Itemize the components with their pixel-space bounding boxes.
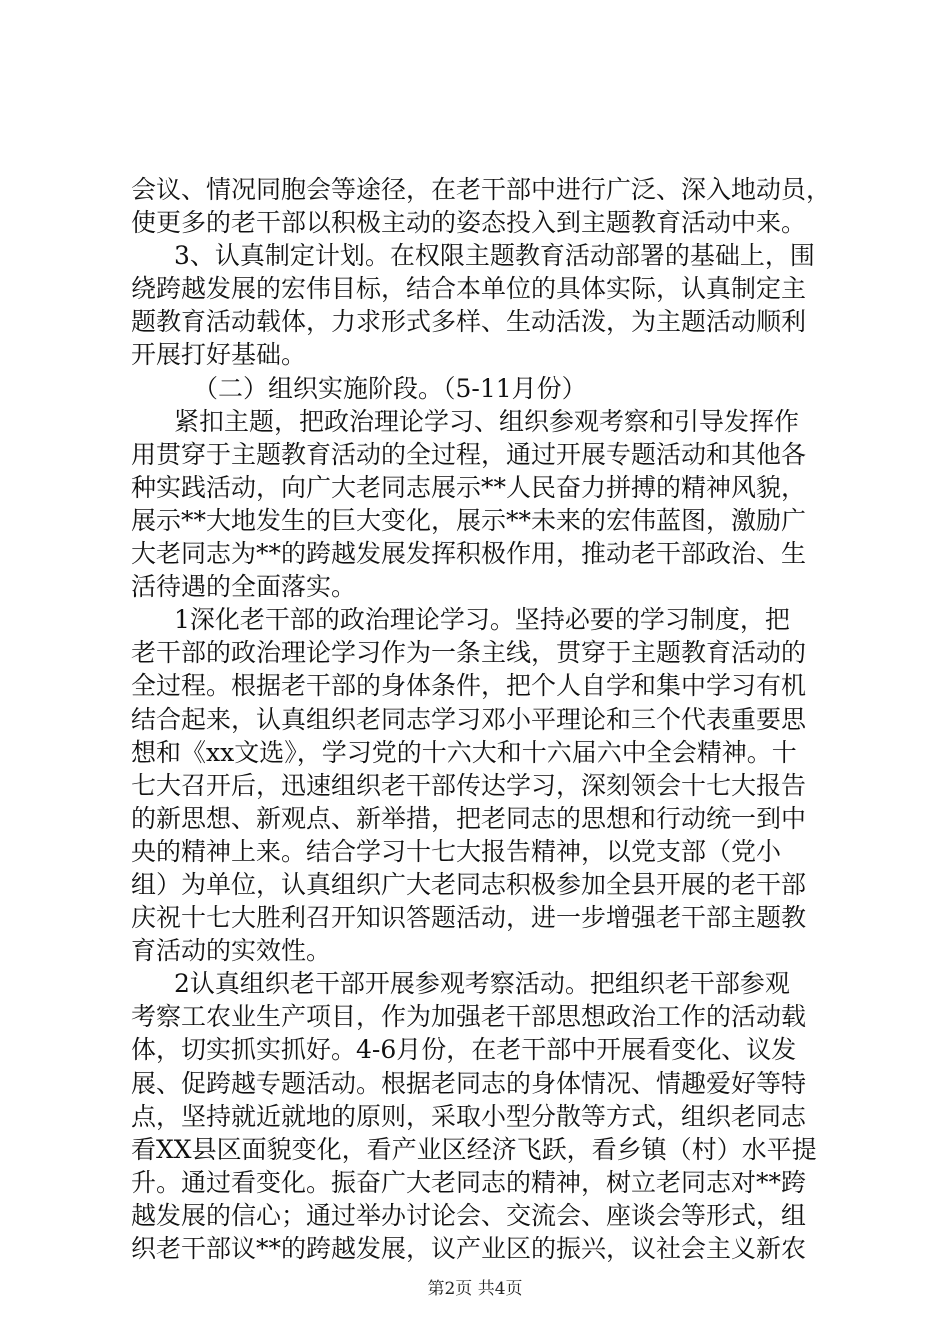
text-line: 越发展的信心；通过举办讨论会、交流会、座谈会等形式，组 — [131, 1200, 807, 1230]
text-line: 开展打好基础。 — [131, 340, 307, 370]
text-line: 的新思想、新观点、新举措，把老同志的思想和行动统一到中 — [131, 803, 807, 833]
text-line: 想和《xx文选》，学习党的十六大和十六届六中全会精神。十 — [131, 737, 797, 767]
text-line: 央的精神上来。结合学习十七大报告精神，以党支部（党小 — [131, 836, 782, 866]
text-line: 2认真组织老干部开展参观考察活动。把组织老干部参观 — [174, 969, 790, 999]
text-line: 结合起来，认真组织老同志学习邓小平理论和三个代表重要思 — [131, 704, 807, 734]
page-number-footer: 第2页 共4页 — [427, 1279, 523, 1299]
document-body — [131, 173, 831, 1265]
text-line: 题教育活动载体，力求形式多样、生动活泼，为主题活动顺利 — [131, 307, 807, 337]
text-line: 紧扣主题，把政治理论学习、组织参观考察和引导发挥作 — [174, 406, 800, 436]
text-line: 庆祝十七大胜利召开知识答题活动，进一步增强老干部主题教 — [131, 903, 807, 933]
text-line: 3、认真制定计划。在权限主题教育活动部署的基础上，围 — [174, 241, 815, 271]
text-line: 育活动的实效性。 — [131, 936, 332, 966]
section-heading: （二）组织实施阶段。（5-11月份） — [193, 373, 587, 403]
text-line: 会议、情况同胞会等途径，在老干部中进行广泛、深入地动员， — [131, 175, 831, 204]
text-line: 展、促跨越专题活动。根据老同志的身体情况、情趣爱好等特 — [131, 1068, 807, 1098]
text-line: 老干部的政治理论学习作为一条主线，贯穿于主题教育活动的 — [131, 638, 807, 668]
text-line: 种实践活动，向广大老同志展示**人民奋力拼搏的精神风貌， — [131, 472, 807, 502]
text-line: 考察工农业生产项目，作为加强老干部思想政治工作的活动载 — [131, 1002, 807, 1032]
text-line: 体，切实抓实抓好。4-6月份，在老干部中开展看变化、议发 — [131, 1035, 797, 1065]
text-line: 组）为单位，认真组织广大老同志积极参加全县开展的老干部 — [131, 869, 807, 899]
text-line: 全过程。根据老干部的身体条件，把个人自学和集中学习有机 — [131, 671, 807, 701]
text-line: 绕跨越发展的宏伟目标，结合本单位的具体实际，认真制定主 — [131, 274, 807, 304]
text-line: 使更多的老干部以积极主动的姿态投入到主题教育活动中来。 — [131, 208, 807, 238]
text-line: 看XX县区面貌变化，看产业区经济飞跃，看乡镇（村）水平提 — [131, 1134, 817, 1164]
text-line: 点，坚持就近就地的原则，采取小型分散等方式，组织老同志 — [131, 1101, 807, 1131]
text-line: 升。通过看变化。振奋广大老同志的精神，树立老同志对**跨 — [131, 1167, 807, 1197]
text-line: 用贯穿于主题教育活动的全过程，通过开展专题活动和其他各 — [131, 439, 807, 469]
text-line: 1深化老干部的政治理论学习。坚持必要的学习制度，把 — [174, 605, 790, 635]
text-line: 活待遇的全面落实。 — [131, 572, 357, 602]
text-line: 七大召开后，迅速组织老干部传达学习，深刻领会十七大报告 — [131, 770, 807, 800]
text-line: 织老干部议**的跨越发展，议产业区的振兴，议社会主义新农 — [131, 1234, 807, 1263]
text-line: 大老同志为**的跨越发展发挥积极作用，推动老干部政治、生 — [131, 539, 807, 569]
text-line: 展示**大地发生的巨大变化，展示**未来的宏伟蓝图，激励广 — [131, 505, 807, 535]
